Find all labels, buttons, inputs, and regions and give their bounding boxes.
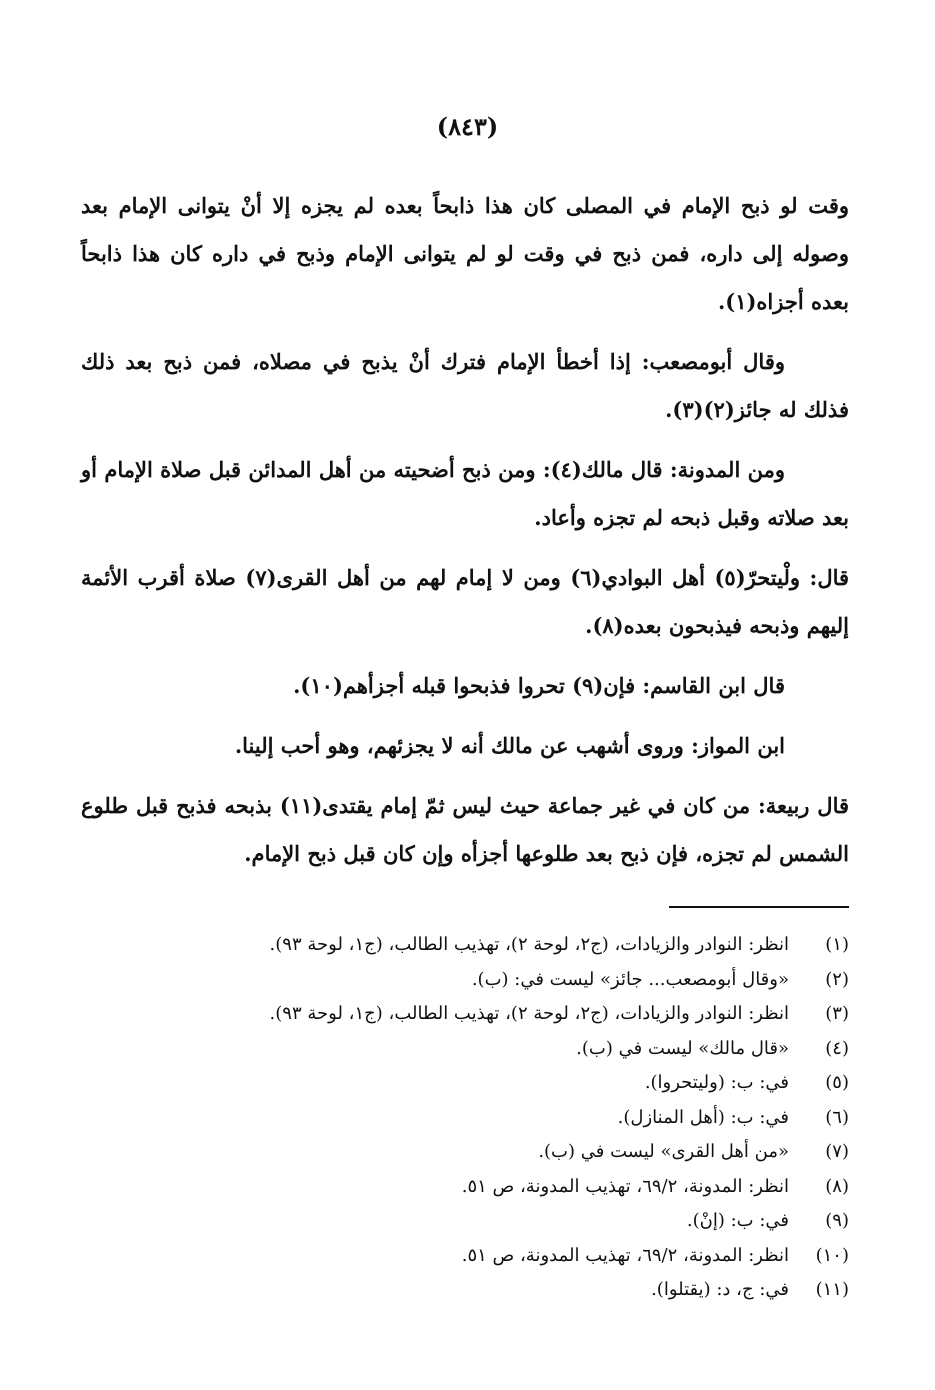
footnote-text: في: ب: (وليتحروا). [644, 1072, 789, 1093]
paragraph [81, 446, 849, 542]
footnote [129, 1135, 849, 1170]
footnote-number: (١١) [815, 1279, 849, 1300]
footnote [129, 1204, 849, 1239]
footnote-text: انظر: النوادر والزيادات، (ج٢، لوحة ٢)، تهذيب الطالب، (ج١، لوحة ٩٣). [269, 934, 789, 955]
text-line: وقال أبومصعب: إذا أخطأ الإمام فترك أنْ يذبح في مصلاه، فمن ذبح بعد ذلك [81, 349, 785, 374]
footnote [129, 1239, 849, 1274]
text-line: الأئمة إليهم وذبحه فيذبحون بعده(٨). [81, 565, 849, 638]
footnote [129, 963, 849, 998]
footnote-number: (١٠) [815, 1244, 849, 1266]
paragraph [81, 782, 849, 878]
text-line: وصوله إلى داره، فمن ذبح في وقت لو لم يتوانى الإمام وذبح في داره كان هذا ذابحاً بعده [81, 241, 849, 314]
text-line: قال ربيعة: من كان في غير جماعة حيث ليس ثمّ إمام يقتدى(١١) بذبحه فذبح قبل [135, 793, 850, 818]
footnote-number: (١) [825, 934, 849, 955]
footnote-text: انظر: النوادر والزيادات، (ج٢، لوحة ٢)، تهذيب الطالب، (ج١، لوحة ٩٣). [269, 1003, 789, 1024]
footnote [129, 1170, 849, 1205]
footnote-number: (٧) [825, 1141, 849, 1162]
footnote-number: (٦) [825, 1106, 849, 1128]
footnote-divider [669, 906, 849, 908]
text-line: وقت لو ذبح الإمام في المصلى كان هذا ذابحاً بعده لم يجزه إلا أنْ يتوانى الإمام بعد [81, 193, 849, 218]
footnote-number: (٢) [825, 968, 849, 990]
footnote-number: (٨) [825, 1175, 849, 1197]
text-line: قال: ولْيتحرّ(٥) أهل البوادي(٦) ومن لا إمام لهم من أهل القرى(٧) صلاة أقرب [137, 565, 850, 590]
footnote-text: «وقال أبومصعب... جائز» ليست في: (ب). [471, 968, 789, 990]
paragraph [81, 182, 849, 326]
footnote-text: «قال مالك» ليست في (ب). [576, 1037, 789, 1059]
page-number: (٨٤٣) [436, 112, 499, 141]
footnote-text: انظر: المدونة، ٦٩/٢، تهذيب المدونة، ص ٥١. [461, 1244, 789, 1266]
footnote [129, 1066, 849, 1101]
footnote-text: انظر: المدونة، ٦٩/٢، تهذيب المدونة، ص ٥١. [461, 1175, 789, 1197]
text-line: بعد صلاته وقبل ذبحه لم تجزه وأعاد. [534, 505, 849, 530]
footnote-text: «من أهل القرى» ليست في (ب). [538, 1141, 789, 1162]
footnote [129, 997, 849, 1032]
footnote-number: (٣) [825, 1003, 849, 1024]
footnote [129, 1032, 849, 1067]
footnote-number: (٤) [825, 1037, 849, 1059]
footnotes [129, 928, 849, 1308]
footnote-number: (٩) [825, 1210, 849, 1231]
footnote [129, 1273, 849, 1308]
text-line: ابن المواز: وروى أشهب عن مالك أنه لا يجزئهم، وهو أحب إلينا. [234, 733, 785, 758]
footnote [129, 928, 849, 963]
footnote [129, 1101, 849, 1136]
text-line: قال ابن القاسم: فإن(٩) تحروا فذبحوا قبله أجزأهم(١٠). [293, 673, 785, 698]
main-text [81, 182, 849, 890]
text-line: أجزاه(١). [717, 289, 804, 314]
text-line: طلوع الشمس لم تجزه، فإن ذبح بعد طلوعها أجزأه وإن كان قبل ذبح الإمام. [81, 793, 849, 866]
footnote-text: في: ب: (إنْ). [686, 1210, 789, 1231]
footnote-text: في: ج، د: (يقتلوا). [651, 1279, 789, 1300]
paragraph [81, 662, 849, 710]
paragraph [81, 722, 849, 770]
text-line: ومن المدونة: قال مالك(٤): ومن ذبح أضحيته من أهل المدائن قبل صلاة الإمام أو [81, 457, 785, 482]
footnote-number: (٥) [825, 1072, 849, 1093]
text-line: فذلك له جائز(٢)(٣). [665, 397, 849, 422]
footnote-text: في: ب: (أهل المنازل). [617, 1106, 789, 1128]
paragraph [81, 554, 849, 650]
paragraph [81, 338, 849, 434]
